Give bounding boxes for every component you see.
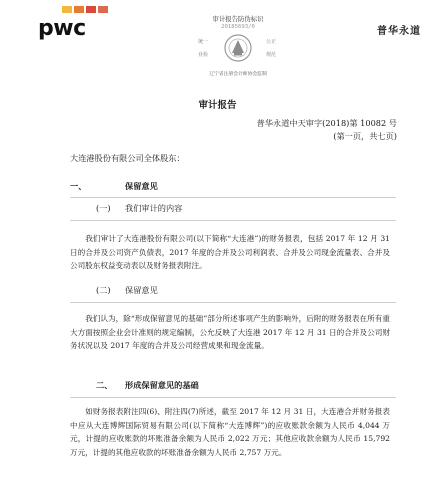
firm-name: 普华永道	[377, 26, 421, 37]
section-divider	[70, 397, 396, 398]
section-2-title: 形成保留意见的基础	[125, 380, 199, 390]
section-divider	[70, 197, 396, 198]
paragraph-audit-scope: 我们审计了大连港股份有限公司(以下简称“大连港”)的财务报表，包括 2017 年 12 月 31 日的合并及公司资产负债表，2017 年度的合并及公司利润表、合并及公司现金流量表、合并及公司股东权益变动表以及财务报表附注。	[70, 234, 390, 270]
logo-bar-1	[62, 6, 72, 13]
paragraph-basis-for-opinion: 如财务报表附注四(6)、附注四(7)所述，截至 2017 年 12 月 31 日，大连港合并财务报表中应从大连博辉国际贸易有限公司(以下简称“大连博辉”)的应收账款余额为人民币 4,044 万元，计提的应收账款的坏账准备余额为人民币 2,022 万元；其他应收款余额为人民币 15,792 万元，计提的其他应收款的坏账准备余额为人民币 2,757 万元。	[70, 407, 390, 457]
logo-bar-3	[86, 6, 96, 13]
section-1-number: 一、	[70, 181, 87, 191]
section-divider	[70, 302, 396, 303]
subsection-2-title: 保留意见	[125, 285, 158, 295]
report-title: 审计报告	[198, 100, 237, 111]
stamp-word-left-top: 统一	[198, 39, 209, 45]
section-divider	[70, 220, 396, 221]
section-2-number: 二、	[96, 380, 113, 390]
stamp-caption: 辽宁省注册会计师协会监制	[209, 72, 267, 77]
subsection-2-number: (二)	[96, 285, 111, 295]
stamp-number: 20185693/0	[221, 24, 255, 30]
addressee: 大连港股份有限公司全体股东：	[70, 153, 185, 163]
anti-counterfeit-stamp	[176, 14, 300, 86]
logo-bar-2	[74, 6, 84, 13]
subsection-1-number: (一)	[96, 203, 111, 213]
paragraph-qualified-opinion: 我们认为，除“形成保留意见的基础”部分所述事项产生的影响外，后附的财务报表在所有重大方面按照企业会计准则的规定编制，公允反映了大连港 2017 年 12 月 31 日的合并及公司财务状况以及 2017 年度的合并及公司经营成果和现金流量。	[70, 314, 390, 350]
stamp-word-right-top: 公正	[266, 39, 277, 45]
subsection-1-title: 我们审计的内容	[125, 203, 183, 213]
stamp-title: 审计报告防伪标识	[212, 15, 264, 23]
section-1-title: 保留意见	[125, 181, 158, 191]
report-reference-number: 普华永道中天审字(2018)第 10082 号	[256, 118, 397, 128]
emblem-icon	[223, 33, 253, 63]
stamp-word-left-bottom: 业检	[198, 52, 209, 58]
logo-bar-4	[98, 6, 108, 13]
page-count: (第一页，共七页)	[333, 131, 397, 141]
pwc-logo	[38, 6, 118, 44]
logo-wordmark: pwc	[38, 16, 86, 41]
stamp-word-right-bottom: 规范	[266, 52, 277, 58]
